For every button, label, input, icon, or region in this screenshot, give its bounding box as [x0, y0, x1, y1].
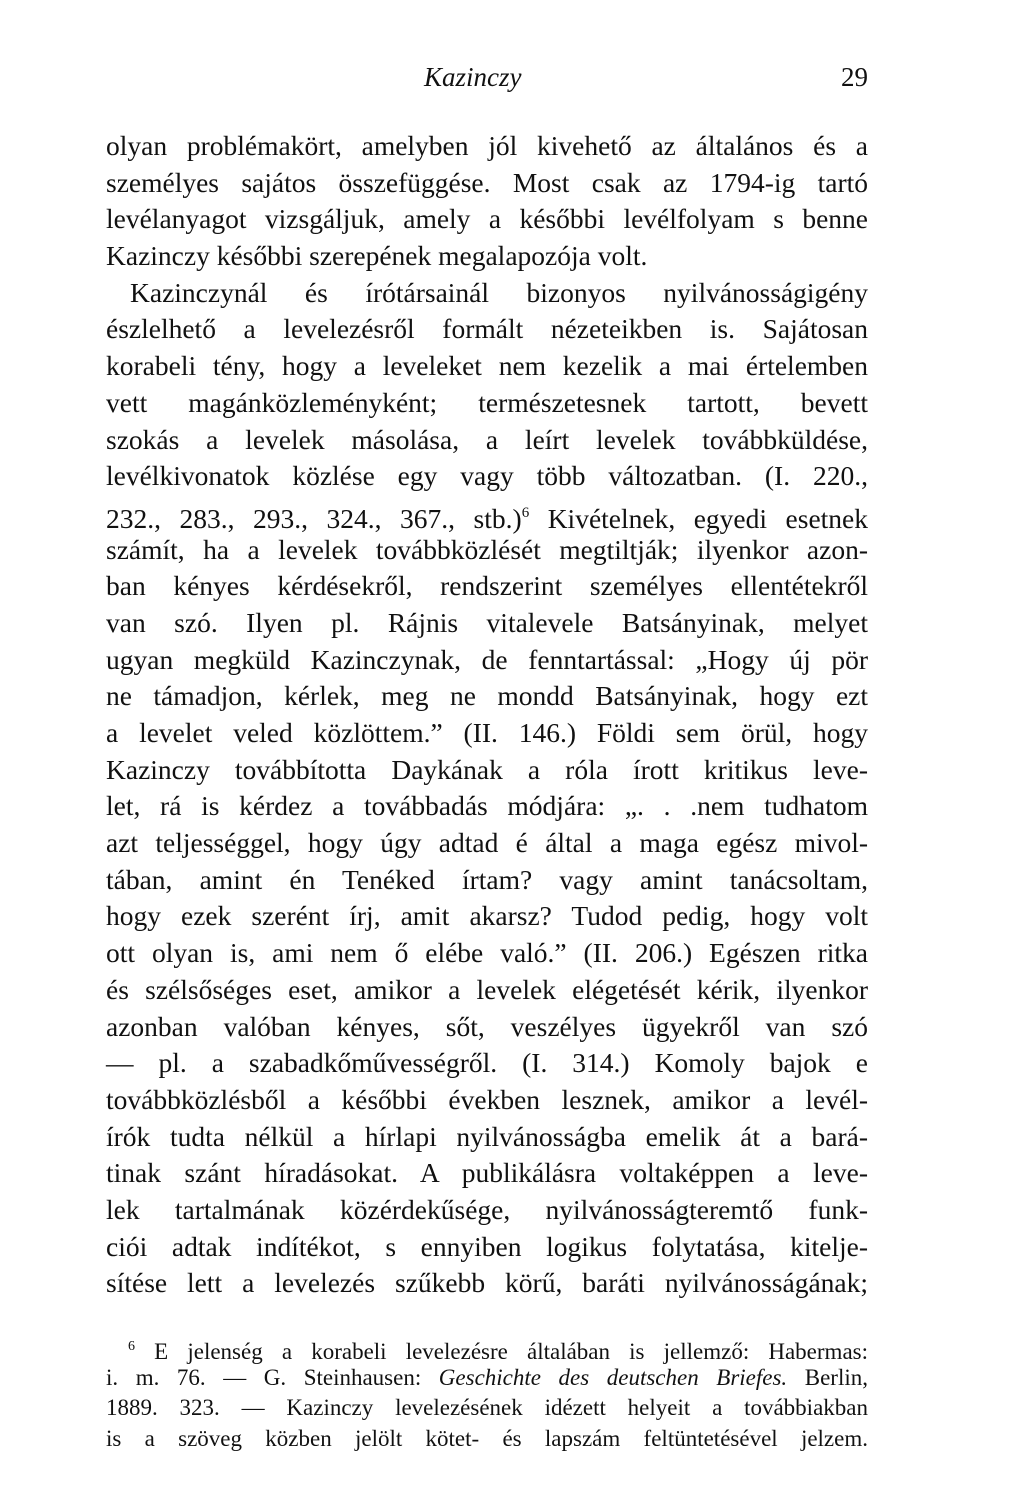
text-line: let, rá is kérdez a továbbadás módjára: „. . .nem tudhatom — [106, 790, 868, 822]
footnote-line — [106, 1363, 868, 1394]
footnote — [106, 1332, 868, 1454]
text-line: észlelhető a levelezésről formált nézeteikben is. Sajátosan — [106, 313, 868, 345]
text-line: sítése lett a levelezés szűkebb körű, baráti nyilvánosságának; — [106, 1267, 868, 1299]
text-line: a levelet veled közlöttem.” (II. 146.) Földi sem örül, hogy — [106, 717, 868, 748]
cited-title: Geschichte des deutschen Briefes. — [438, 1364, 788, 1390]
reference-text: 232., 283., 293., 324., 367., stb.) — [106, 502, 522, 534]
text-line: tában, amint én Tenéked írtam? vagy amint tanácsoltam, — [106, 863, 868, 895]
text-line — [106, 495, 868, 532]
text-line: számít, ha a levelek továbbközlését megtiltják; ilyenkor azon- — [106, 533, 868, 565]
running-title: Kazinczy — [424, 62, 522, 92]
footnote-text: i. m. 76. — G. Steinhausen: — [106, 1364, 439, 1390]
text-line: személyes sajátos összefüggése. Most csak az 1794-ig tartó — [106, 166, 868, 198]
text-line: írók tudta nélkül a hírlapi nyilvánosságba emelik át a bará- — [106, 1120, 868, 1152]
text-line: olyan problémakört, amelyben jól kivehető az általános és a — [106, 130, 868, 161]
text-line: tinak szánt híradásokat. A publikálásra voltaképpen a leve- — [106, 1157, 868, 1189]
text-line: — pl. a szabadkőművességről. (I. 314.) Komoly bajok e — [106, 1047, 868, 1079]
text-line: ciói adtak indítékot, s ennyiben logikus folytatása, kitelje- — [106, 1230, 868, 1262]
body-text — [106, 128, 868, 1302]
text-line: hogy ezek szerént írj, amit akarsz? Tudod pedig, hogy volt — [106, 900, 868, 932]
footnote-line: 1889. 323. — Kazinczy levelezésének idézett helyeit a továbbiakban — [106, 1395, 868, 1420]
book-page — [106, 62, 868, 1454]
footnote-text: E jelenség a korabeli levelezésre általában is jellemző: Habermas: — [135, 1339, 868, 1364]
text-line: lek tartalmának közérdekűsége, nyilvánosságteremtő funk- — [106, 1193, 868, 1225]
footnote-marker: 6 — [128, 1339, 135, 1354]
text-line: Kazinczy későbbi szerepének megalapozója volt. — [106, 240, 648, 272]
text-line: Kazinczynál és írótársainál bizonyos nyilvánosságigény — [130, 276, 868, 308]
text-line: ban kényes kérdésekről, rendszerint személyes ellentétekről — [106, 570, 868, 602]
text-line: levélkivonatok közlése egy vagy több változatban. (I. 220., — [106, 460, 868, 492]
text-line: levélanyagot vizsgáljuk, amely a későbbi levélfolyam s benne — [106, 203, 868, 235]
running-head — [106, 62, 868, 102]
text-line: ott olyan is, ami nem ő elébe való.” (II. 206.) Egészen ritka — [106, 937, 868, 969]
text-line: Kazinczy továbbította Daykának a róla írott kritikus leve- — [106, 753, 868, 785]
text-line: továbbközlésből a későbbi években lesznek, amikor a levél- — [106, 1083, 868, 1115]
text-line: azonban valóban kényes, sőt, veszélyes ügyekről van szó — [106, 1010, 868, 1042]
page-number: 29 — [841, 62, 868, 92]
text-line: ugyan megküld Kazinczynak, de fenntartással: „Hogy új pör — [106, 643, 868, 675]
text-line: szokás a levelek másolása, a leírt levelek továbbküldése, — [106, 423, 868, 455]
text-line: van szó. Ilyen pl. Rájnis vitalevele Batsányinak, melyet — [106, 606, 868, 638]
text-line: és szélsőséges eset, amikor a levelek elégetését kérik, ilyenkor — [106, 973, 868, 1005]
footnote-text: Berlin, — [787, 1364, 868, 1390]
footnote-line: is a szöveg közben jelölt kötet- és lapszám feltüntetésével jelzem. — [106, 1425, 868, 1451]
footnote-reference: 6 — [521, 504, 530, 521]
text-line: azt teljességgel, hogy úgy adtad é által a maga egész mivol- — [106, 827, 868, 859]
reference-text-continued: Kivételnek, egyedi esetnek — [529, 502, 869, 534]
text-line: vett magánközleményként; természetesnek tartott, bevett — [106, 386, 868, 418]
text-line: ne támadjon, kérlek, meg ne mondd Batsányinak, hogy ezt — [106, 680, 868, 712]
footnote-line — [106, 1332, 868, 1363]
text-line: korabeli tény, hogy a leveleket nem kezelik a mai értelemben — [106, 350, 868, 382]
